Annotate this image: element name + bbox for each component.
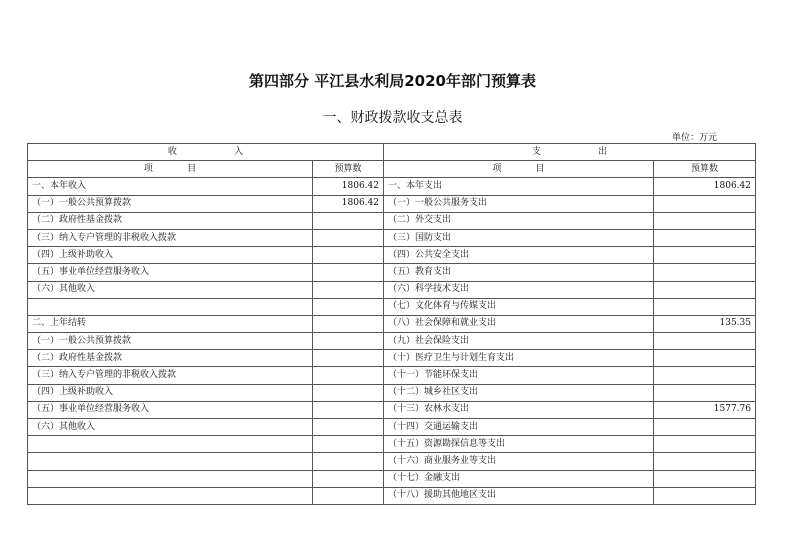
income-item: 二、上年结转 bbox=[28, 315, 313, 332]
expense-item: （五）教育支出 bbox=[384, 264, 654, 281]
income-item bbox=[28, 453, 313, 470]
income-amount bbox=[313, 315, 384, 332]
expense-amount bbox=[654, 212, 756, 229]
income-amount bbox=[313, 264, 384, 281]
income-amount: 1806.42 bbox=[313, 178, 384, 195]
table-row bbox=[28, 384, 756, 401]
expense-item-header: 项 目 bbox=[384, 161, 654, 178]
table-row bbox=[28, 401, 756, 418]
expense-item: （十五）资源勘探信息等支出 bbox=[384, 436, 654, 453]
header-row-sub bbox=[28, 161, 756, 178]
income-item: （一）一般公共预算拨款 bbox=[28, 195, 313, 212]
table-row bbox=[28, 247, 756, 264]
expense-item: （十四）交通运输支出 bbox=[384, 419, 654, 436]
table-row bbox=[28, 436, 756, 453]
expense-amount: 135.35 bbox=[654, 315, 756, 332]
expense-item: （九）社会保险支出 bbox=[384, 333, 654, 350]
income-amount bbox=[313, 229, 384, 246]
expense-item: （六）科学技术支出 bbox=[384, 281, 654, 298]
income-amount bbox=[313, 247, 384, 264]
budget-table bbox=[27, 143, 756, 505]
income-item: （二）政府性基金拨款 bbox=[28, 350, 313, 367]
expense-amount: 1806.42 bbox=[654, 178, 756, 195]
expense-item: （十一）节能环保支出 bbox=[384, 367, 654, 384]
table-row bbox=[28, 419, 756, 436]
table-row bbox=[28, 350, 756, 367]
expense-item: （十六）商业服务业等支出 bbox=[384, 453, 654, 470]
page-title: 第四部分 平江县水利局2020年部门预算表 bbox=[249, 72, 536, 90]
income-amount bbox=[313, 333, 384, 350]
expense-item: （二）外交支出 bbox=[384, 212, 654, 229]
income-item: （六）其他收入 bbox=[28, 281, 313, 298]
income-amount-header: 预算数 bbox=[313, 161, 384, 178]
income-item bbox=[28, 470, 313, 487]
expense-amount bbox=[654, 453, 756, 470]
income-item: （一）一般公共预算拨款 bbox=[28, 333, 313, 350]
table-row bbox=[28, 333, 756, 350]
expense-item: （一）一般公共服务支出 bbox=[384, 195, 654, 212]
expense-header: 支 出 bbox=[384, 144, 756, 161]
income-item: （四）上级补助收入 bbox=[28, 384, 313, 401]
expense-amount bbox=[654, 195, 756, 212]
expense-amount bbox=[654, 384, 756, 401]
income-item: （三）纳入专户管理的非税收入拨款 bbox=[28, 229, 313, 246]
expense-item: （十七）金融支出 bbox=[384, 470, 654, 487]
income-amount bbox=[313, 350, 384, 367]
expense-item: （十）医疗卫生与计划生育支出 bbox=[384, 350, 654, 367]
income-amount bbox=[313, 281, 384, 298]
income-amount bbox=[313, 298, 384, 315]
income-amount: 1806.42 bbox=[313, 195, 384, 212]
income-item bbox=[28, 436, 313, 453]
expense-item: （四）公共安全支出 bbox=[384, 247, 654, 264]
expense-amount bbox=[654, 419, 756, 436]
expense-amount bbox=[654, 487, 756, 504]
expense-item: （七）文化体育与传媒支出 bbox=[384, 298, 654, 315]
table-row bbox=[28, 367, 756, 384]
table-row bbox=[28, 212, 756, 229]
table-row bbox=[28, 487, 756, 504]
table-row bbox=[28, 453, 756, 470]
table-row bbox=[28, 229, 756, 246]
expense-item: （八）社会保障和就业支出 bbox=[384, 315, 654, 332]
expense-item: （十三）农林水支出 bbox=[384, 401, 654, 418]
table-row bbox=[28, 264, 756, 281]
table-row bbox=[28, 298, 756, 315]
table-row bbox=[28, 470, 756, 487]
unit-label: 单位：万元 bbox=[672, 133, 718, 143]
table-subtitle: 一、财政拨款收支总表 bbox=[322, 110, 463, 126]
income-amount bbox=[313, 487, 384, 504]
expense-amount bbox=[654, 281, 756, 298]
income-amount bbox=[313, 436, 384, 453]
income-item: （三）纳入专户管理的非税收入拨款 bbox=[28, 367, 313, 384]
income-item: （二）政府性基金拨款 bbox=[28, 212, 313, 229]
table-row bbox=[28, 178, 756, 195]
expense-amount bbox=[654, 264, 756, 281]
income-amount bbox=[313, 384, 384, 401]
table-row bbox=[28, 195, 756, 212]
income-amount bbox=[313, 367, 384, 384]
expense-amount bbox=[654, 367, 756, 384]
expense-amount bbox=[654, 247, 756, 264]
expense-amount: 1577.76 bbox=[654, 401, 756, 418]
income-item: （五）事业单位经营服务收入 bbox=[28, 264, 313, 281]
table-row bbox=[28, 281, 756, 298]
expense-item: （三）国防支出 bbox=[384, 229, 654, 246]
income-item bbox=[28, 487, 313, 504]
income-amount bbox=[313, 453, 384, 470]
income-item bbox=[28, 298, 313, 315]
expense-amount-header: 预算数 bbox=[654, 161, 756, 178]
income-item: 一、本年收入 bbox=[28, 178, 313, 195]
income-amount bbox=[313, 212, 384, 229]
expense-amount bbox=[654, 229, 756, 246]
income-amount bbox=[313, 470, 384, 487]
expense-amount bbox=[654, 333, 756, 350]
table-row bbox=[28, 315, 756, 332]
income-item: （四）上级补助收入 bbox=[28, 247, 313, 264]
income-item-header: 项 目 bbox=[28, 161, 313, 178]
header-row-main bbox=[28, 144, 756, 161]
expense-item: （十二）城乡社区支出 bbox=[384, 384, 654, 401]
income-amount bbox=[313, 401, 384, 418]
income-item: （五）事业单位经营服务收入 bbox=[28, 401, 313, 418]
income-item: （六）其他收入 bbox=[28, 419, 313, 436]
expense-amount bbox=[654, 436, 756, 453]
expense-amount bbox=[654, 350, 756, 367]
expense-item: （十八）援助其他地区支出 bbox=[384, 487, 654, 504]
expense-amount bbox=[654, 470, 756, 487]
expense-item: 一、本年支出 bbox=[384, 178, 654, 195]
expense-amount bbox=[654, 298, 756, 315]
income-header: 收 入 bbox=[28, 144, 384, 161]
income-amount bbox=[313, 419, 384, 436]
